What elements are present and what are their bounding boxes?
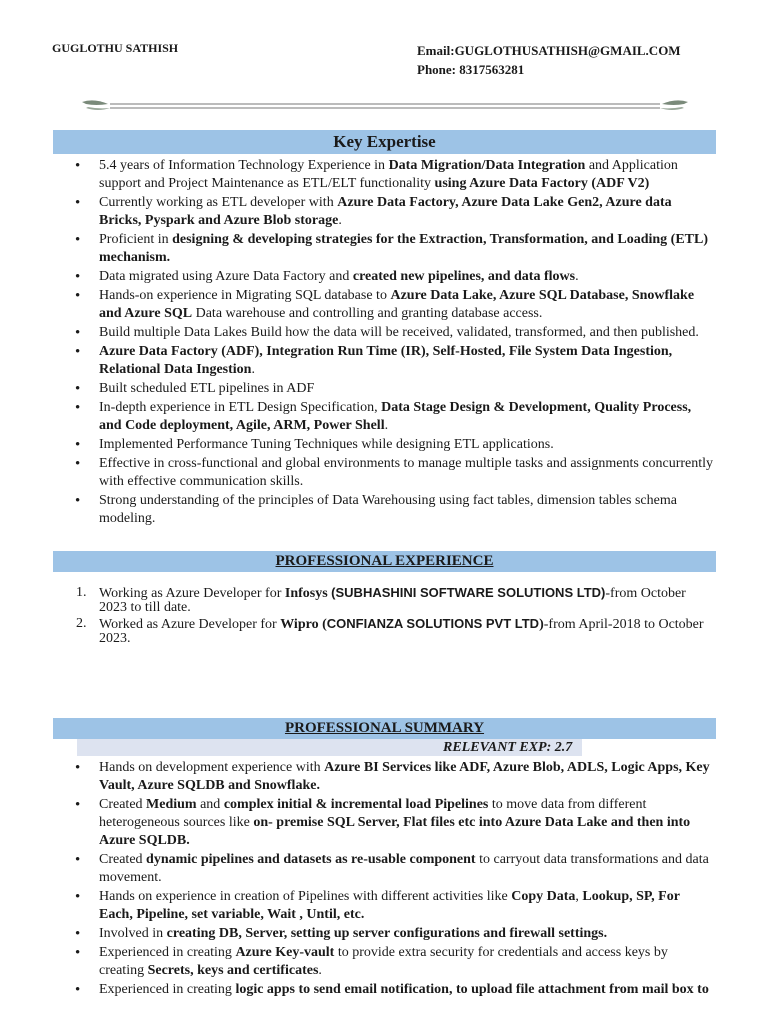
text: , bbox=[575, 889, 583, 904]
bold-text: created new pipelines, and data flows bbox=[352, 269, 576, 284]
professional-summary-list bbox=[53, 759, 716, 1000]
professional-summary-title: PROFESSIONAL SUMMARY bbox=[284, 720, 485, 736]
bullet-item bbox=[53, 925, 716, 943]
text: Currently working as ETL developer with bbox=[99, 195, 338, 210]
bold-text: ( bbox=[322, 617, 327, 632]
contact-block bbox=[417, 41, 681, 79]
bold-text: Medium bbox=[146, 797, 197, 812]
text: . bbox=[338, 213, 342, 228]
bold-text: Lookup, SP, For Each, Pipeline, set variable, Wait , Until, etc. bbox=[99, 889, 680, 922]
bullet-item bbox=[53, 268, 716, 286]
bullet-item bbox=[53, 380, 716, 398]
text: Experienced in creating bbox=[99, 982, 236, 997]
text: and Application support and Project Maintenance as ETL/ELT functionality bbox=[99, 158, 678, 191]
bold-text: Azure Data Lake, Azure SQL Database, Snowflake and Azure SQL bbox=[99, 288, 695, 321]
relevant-experience-text: RELEVANT EXP: 2.7 bbox=[443, 740, 573, 755]
bold-text: CONFIANZA SOLUTIONS PVT LTD bbox=[326, 616, 540, 631]
bold-text: dynamic pipelines and datasets as re-usable component bbox=[146, 852, 476, 867]
text: Hands on development experience with bbox=[99, 760, 325, 775]
text: Data migrated using Azure Data Factory and bbox=[99, 269, 353, 284]
text: . bbox=[318, 963, 322, 978]
text: to move data from different heterogeneous sources like bbox=[99, 797, 647, 830]
bullet-item bbox=[53, 796, 716, 850]
text: Created bbox=[99, 852, 147, 867]
text: Strong understanding of the principles of Data Warehousing using fact tables, dimension tables schema modeling. bbox=[99, 493, 677, 526]
bold-text: logic apps to send email notification, to upload file attachment from mail box to bbox=[235, 982, 709, 997]
bullet-item bbox=[53, 851, 716, 887]
item-number: 1. bbox=[76, 585, 87, 600]
bullet-item bbox=[53, 888, 716, 924]
text: -from April-2018 to October 2023. bbox=[99, 617, 704, 646]
text: Involved in bbox=[99, 926, 167, 941]
bold-text: Wipro bbox=[280, 617, 323, 632]
bullet-item bbox=[53, 492, 716, 528]
bold-text: Infosys bbox=[284, 586, 332, 601]
bold-text: Azure Key-vault bbox=[235, 945, 335, 960]
bold-text: creating DB, Server, setting up server configurations and firewall settings. bbox=[166, 926, 608, 941]
experience-item bbox=[53, 586, 716, 615]
bullet-item bbox=[53, 343, 716, 379]
key-expertise-list bbox=[53, 157, 716, 529]
text: Hands-on experience in Migrating SQL database to bbox=[99, 288, 391, 303]
key-expertise-heading: Key Expertise bbox=[53, 130, 716, 154]
bullet-item bbox=[53, 436, 716, 454]
email-label: Email: bbox=[417, 43, 455, 58]
relevant-experience-bar bbox=[77, 739, 582, 756]
email-value: GUGLOTHUSATHISH@GMAIL.COM bbox=[454, 43, 681, 58]
text: Worked as Azure Developer for bbox=[99, 617, 281, 632]
bullet-item bbox=[53, 399, 716, 435]
bold-text: (SUBHASHINI SOFTWARE SOLUTIONS LTD) bbox=[331, 585, 606, 600]
bullet-item bbox=[53, 944, 716, 980]
bold-text: ) bbox=[539, 617, 544, 632]
professional-experience-heading bbox=[53, 551, 716, 572]
email-line bbox=[417, 41, 681, 60]
text: . bbox=[575, 269, 579, 284]
bullet-item bbox=[53, 324, 716, 342]
bullet-item bbox=[53, 759, 716, 795]
text: to carryout data transformations and data movement. bbox=[99, 852, 709, 885]
professional-summary-heading bbox=[53, 718, 716, 739]
text: Working as Azure Developer for bbox=[99, 586, 285, 601]
experience-item bbox=[53, 617, 716, 646]
text: -from October 2023 to till date. bbox=[99, 586, 686, 615]
text: Data warehouse and controlling and granting database access. bbox=[192, 306, 543, 321]
bold-text: using Azure Data Factory (ADF V2) bbox=[434, 176, 650, 191]
bullet-item bbox=[53, 231, 716, 267]
text: Build multiple Data Lakes Build how the data will be received, validated, transformed, and then published. bbox=[99, 325, 699, 340]
bold-text: Data Stage Design & Development, Quality Process, and Code deployment, Agile, ARM, Power Shell bbox=[99, 400, 692, 433]
phone-value: 8317563281 bbox=[459, 62, 525, 77]
text: In-depth experience in ETL Design Specification, bbox=[99, 400, 382, 415]
text: . bbox=[384, 418, 389, 433]
text: Built scheduled ETL pipelines in ADF bbox=[99, 381, 315, 396]
bold-text: Azure Data Factory (ADF), Integration Run Time (IR), Self-Hosted, File System Data Ingestion, Relational Data Ingestion bbox=[99, 344, 673, 377]
decorative-divider bbox=[80, 96, 690, 116]
text: Implemented Performance Tuning Techniques while designing ETL applications. bbox=[99, 437, 554, 452]
text: Effective in cross-functional and global environments to manage multiple tasks and assignments concurrently with effective communication skills. bbox=[99, 456, 714, 489]
item-number: 2. bbox=[76, 616, 87, 631]
bullet-item bbox=[53, 981, 716, 999]
text: Proficient in bbox=[99, 232, 173, 247]
candidate-name: GUGLOTHU SATHISH bbox=[52, 41, 179, 55]
bullet-item bbox=[53, 287, 716, 323]
bold-text: Copy Data bbox=[511, 889, 576, 904]
phone-label: Phone: bbox=[417, 62, 460, 77]
text: Experienced in creating bbox=[99, 945, 236, 960]
text: Created bbox=[99, 797, 147, 812]
text: and bbox=[196, 797, 224, 812]
experience-list bbox=[53, 586, 716, 648]
bullet-item bbox=[53, 157, 716, 193]
professional-experience-title: PROFESSIONAL EXPERIENCE bbox=[275, 553, 494, 569]
bullet-item bbox=[53, 194, 716, 230]
bullet-item bbox=[53, 455, 716, 491]
text: Hands on experience in creation of Pipelines with different activities like bbox=[99, 889, 512, 904]
bold-text: Azure Data Factory, Azure Data Lake Gen2, Azure data Bricks, Pyspark and Azure Blob storage bbox=[99, 195, 672, 228]
text: . bbox=[251, 362, 255, 377]
phone-line bbox=[417, 60, 681, 79]
bold-text: on- premise SQL Server, Flat files etc into Azure Data Lake and then into Azure SQLDB. bbox=[99, 815, 691, 848]
bold-text: designing & developing strategies for the Extraction, Transformation, and Loading (ETL) mechanism. bbox=[99, 232, 709, 265]
text: to provide extra security for credentials and access keys by creating bbox=[99, 945, 668, 978]
bold-text: Data Migration/Data Integration bbox=[388, 158, 586, 173]
bold-text: Azure BI Services like ADF, Azure Blob, ADLS, Logic Apps, Key Vault, Azure SQLDB and Snowflake. bbox=[99, 760, 710, 793]
bold-text: Secrets, keys and certificates bbox=[147, 963, 319, 978]
text: 5.4 years of Information Technology Experience in bbox=[99, 158, 389, 173]
bold-text: complex initial & incremental load Pipelines bbox=[223, 797, 489, 812]
